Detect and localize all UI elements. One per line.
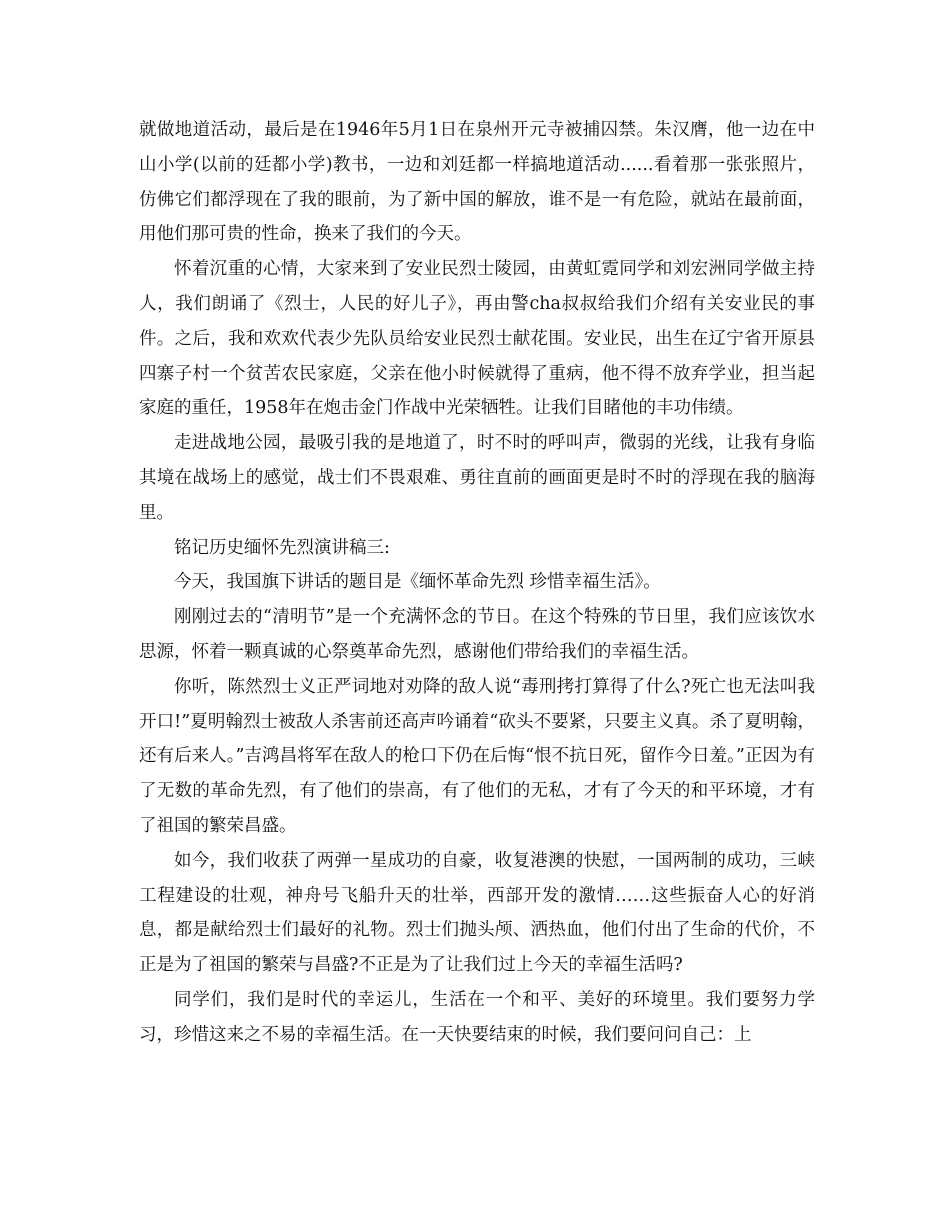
section-heading: 铭记历史缅怀先烈演讲稿三: bbox=[174, 537, 390, 558]
paragraph: 怀着沉重的心情，大家来到了安业民烈士陵园，由黄虹霓同学和刘宏洲同学做主持人，我们朗诵了《烈士，人民的好儿子》，再由警cha叔叔给我们介绍有关安业民的事件。之后，我和欢欢代表少先队员给安业民烈士献花围。安业民，出生在辽宁省开原县四寨子村一个贫苦农民家庭，父亲在他小时候就得了重病，他不得不放弃学业，担当起家庭的重任，1958年在炮击金门作战中光荣牺牲。让我们目睹他的丰功伟绩。 bbox=[139, 259, 815, 419]
paragraph: 如今，我们收获了两弹一星成功的自豪，收复港澳的快慰，一国两制的成功，三峡工程建设的壮观，神舟号飞船升天的壮举，西部开发的激情……这些振奋人心的好消息，都是献给烈士们最好的礼物。烈士们抛头颅、洒热血，他们付出了生命的代价，不正是为了祖国的繁荣与昌盛?不正是为了让我们过上今天的幸福生活吗? bbox=[139, 850, 815, 976]
document-body bbox=[139, 113, 815, 1053]
paragraph: 刚刚过去的“清明节”是一个充满怀念的节日。在这个特殊的节日里，我们应该饮水思源，怀着一颗真诚的心祭奠革命先烈，感谢他们带给我们的幸福生活。 bbox=[139, 607, 815, 662]
paragraph: 你听，陈然烈士义正严词地对劝降的敌人说“毒刑拷打算得了什么?死亡也无法叫我开口!”夏明翰烈士被敌人杀害前还高声吟诵着“砍头不要紧，只要主义真。杀了夏明翰， 还有后来人。”吉鸿昌将军在敌人的枪口下仍在后悔“恨不抗日死，留作今日羞。”正因为有了无数的革命先烈，有了他们的崇高，有了他们的无私，才有了今天的和平环境，才有了祖国的繁荣昌盛。 bbox=[139, 676, 815, 836]
speech-title-line: 今天，我国旗下讲话的题目是《缅怀革命先烈 珍惜幸福生活》。 bbox=[174, 572, 661, 593]
paragraph: 就做地道活动，最后是在1946年5月1日在泉州开元寺被捕囚禁。朱汉膺，他一边在中山小学(以前的廷都小学)教书，一边和刘廷都一样搞地道活动......看着那一张张照片，仿佛它们都浮现在了我的眼前，为了新中国的解放，谁不是一有危险，就站在最前面，用他们那可贵的性命，换来了我们的今天。 bbox=[139, 120, 815, 245]
paragraph: 走进战地公园，最吸引我的是地道了，时不时的呼叫声，微弱的光线，让我有身临其境在战场上的感觉，战士们不畏艰难、勇往直前的画面更是时不时的浮现在我的脑海里。 bbox=[139, 433, 815, 523]
paragraph: 同学们，我们是时代的幸运儿，生活在一个和平、美好的环境里。我们要努力学习，珍惜这来之不易的幸福生活。在一天快要结束的时候，我们要问问自己：上 bbox=[139, 989, 815, 1045]
